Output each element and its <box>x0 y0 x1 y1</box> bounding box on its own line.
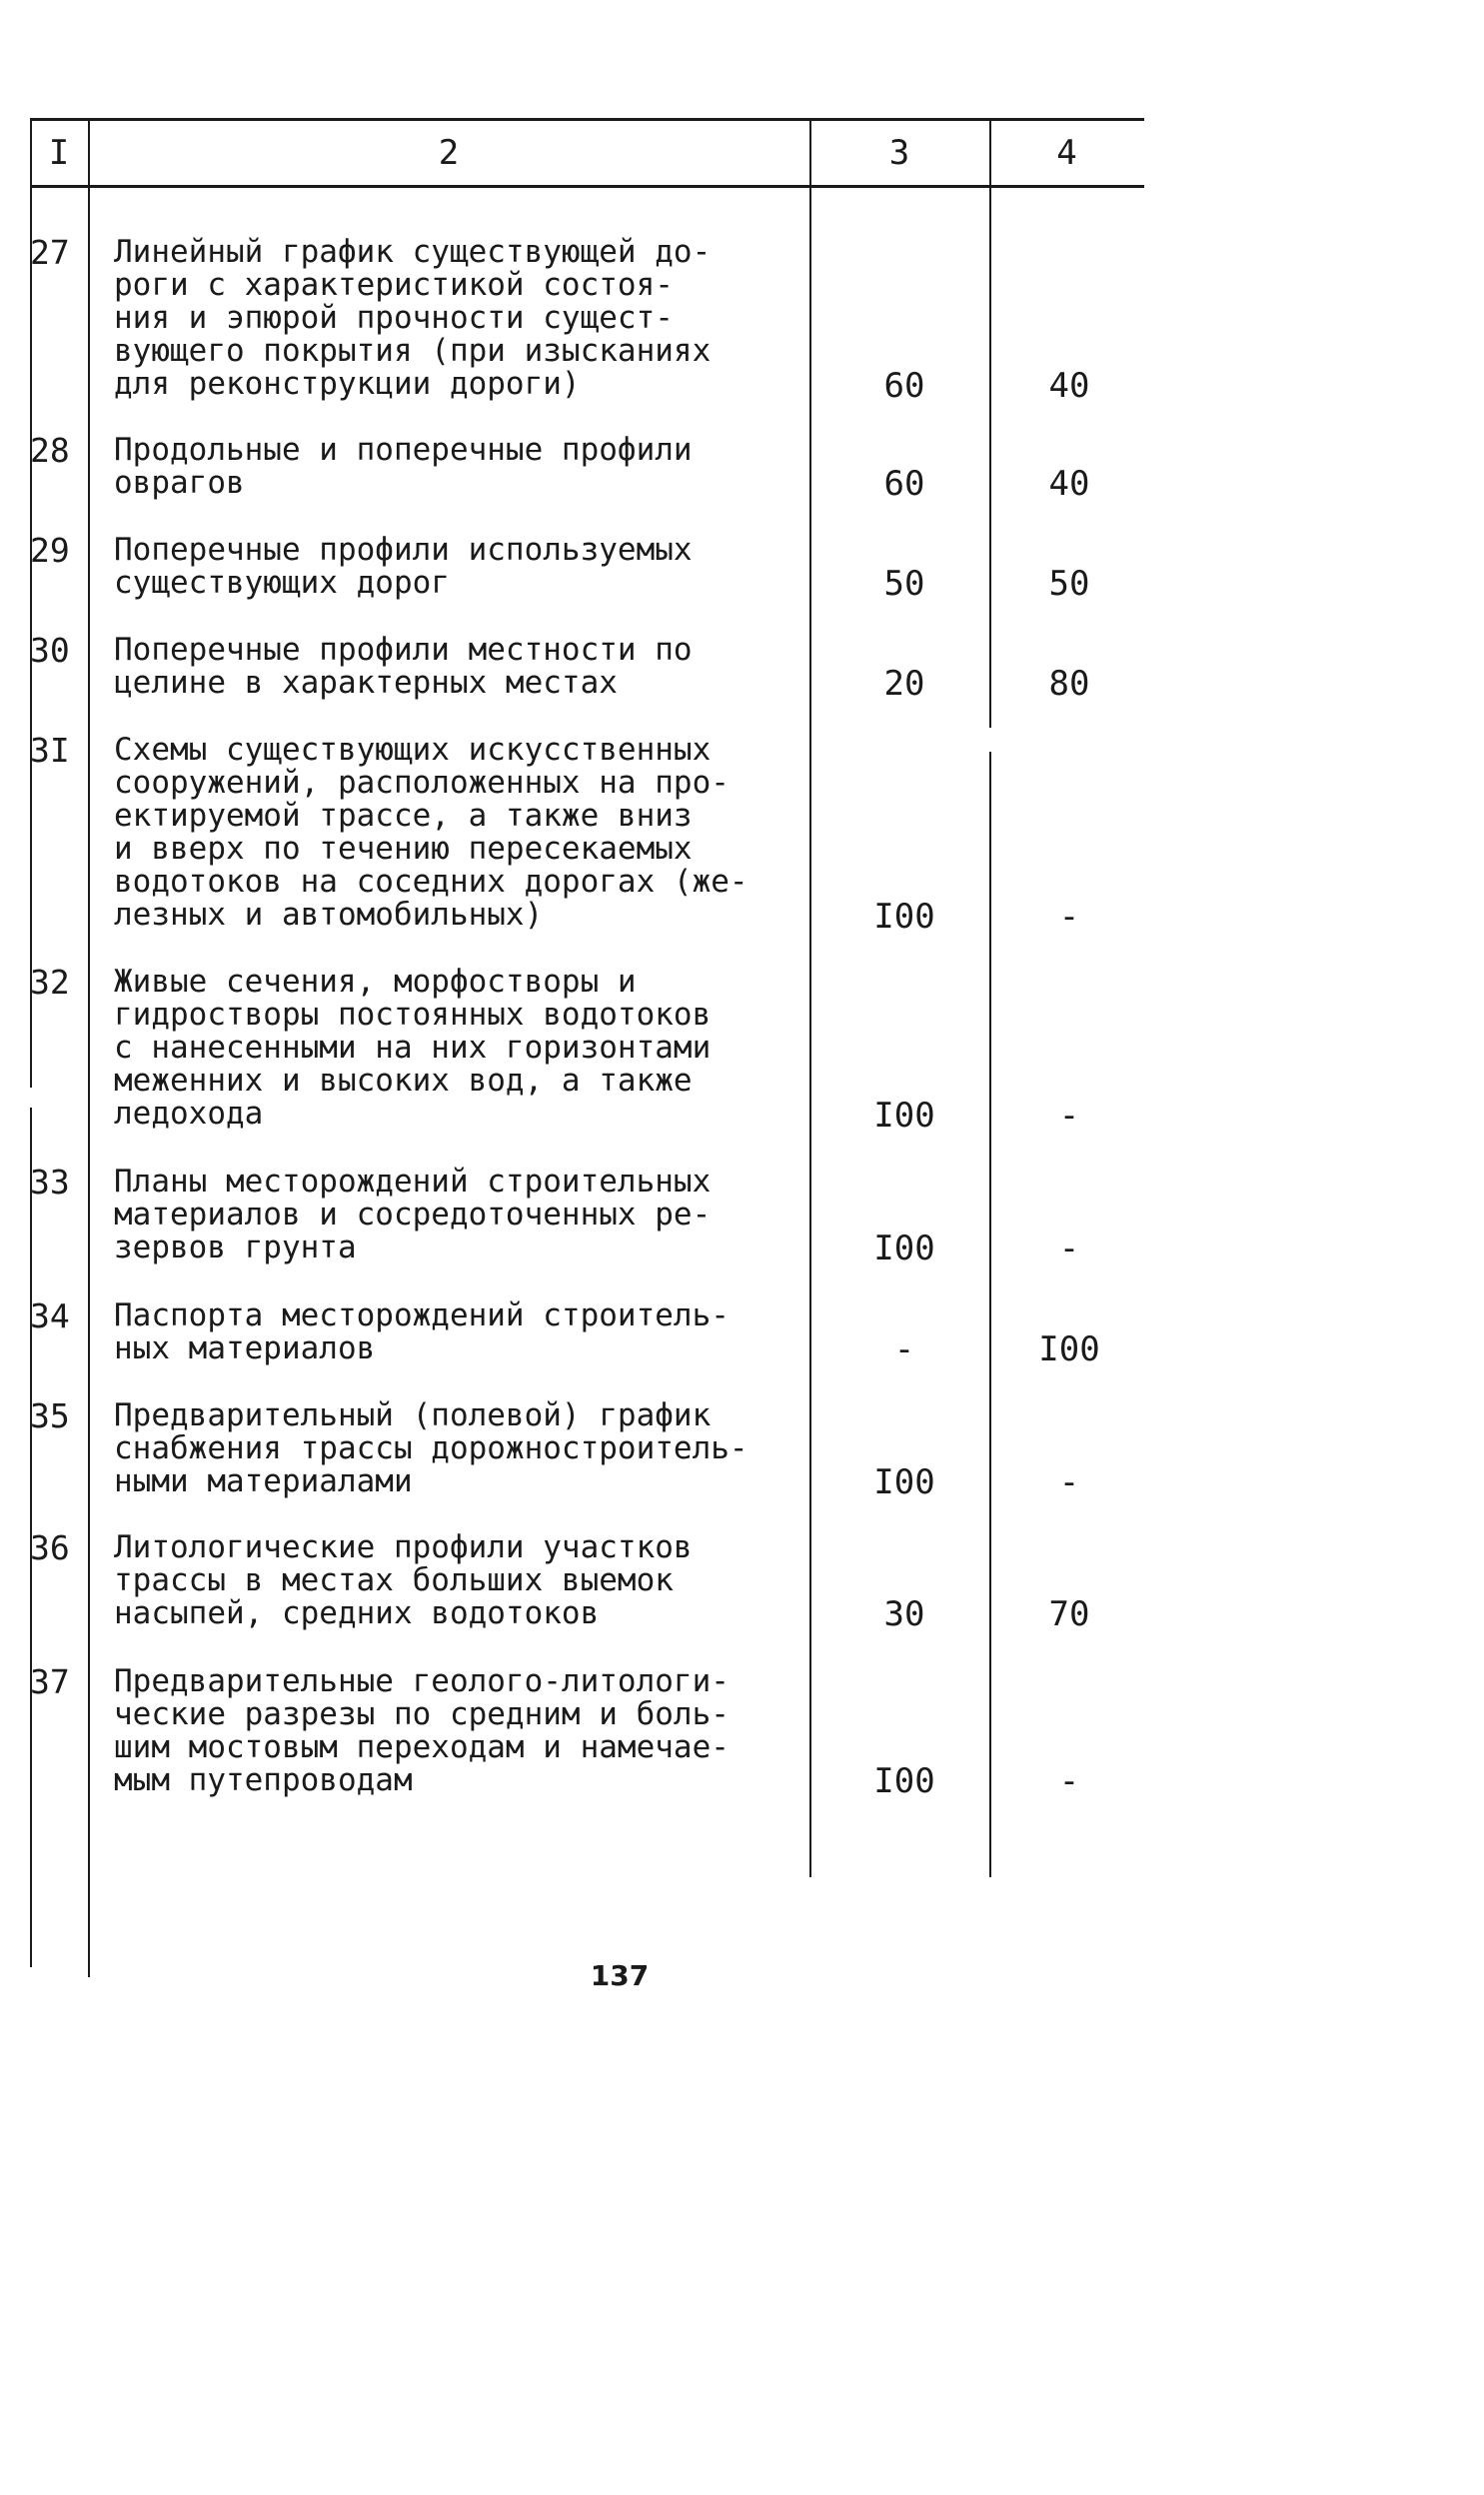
row-col-3: 60 <box>883 366 925 406</box>
row-number: 28 <box>30 431 70 470</box>
table-header <box>30 118 1144 188</box>
header-col-3: 3 <box>888 133 910 173</box>
row-number: 30 <box>30 631 70 670</box>
data-table <box>30 118 1144 1801</box>
column-divider-3-lower <box>989 752 991 1877</box>
header-col-4: 4 <box>1056 133 1077 173</box>
row-number: 29 <box>30 531 70 570</box>
row-col-3: I00 <box>873 1229 935 1268</box>
row-number: 32 <box>30 963 70 1002</box>
row-description: Схемы существующих искусственных сооружений, расположенных на про- ектируемой трассе, а также вниз и вверх по течению пересекаемых водотоков на соседних дорогах (же- лезных и автомобильных) <box>114 732 748 933</box>
row-col-4: 70 <box>1048 1594 1090 1634</box>
row-description: Продольные и поперечные профили оврагов <box>114 432 693 501</box>
row-description: Поперечные профили используемых существующих дорог <box>114 532 693 601</box>
row-col-3: 50 <box>883 564 925 604</box>
row-col-3: I00 <box>873 897 935 937</box>
row-description: Живые сечения, морфостворы и гидростворы постоянных водотоков с нанесенными на них горизонтами меженних и высоких вод, а также ледохода <box>114 964 712 1132</box>
row-col-3: I00 <box>873 1761 935 1801</box>
row-col-3: - <box>893 1329 915 1369</box>
row-col-3: I00 <box>873 1096 935 1136</box>
row-col-3: 20 <box>883 664 925 704</box>
row-number: 33 <box>30 1163 70 1202</box>
row-number: 37 <box>30 1662 70 1701</box>
row-col-4: - <box>1058 897 1080 937</box>
row-col-4: - <box>1058 1229 1080 1268</box>
row-col-4: I00 <box>1038 1329 1100 1369</box>
row-col-4: - <box>1058 1462 1080 1502</box>
row-description: Литологические профили участков трассы в местах больших выемок насыпей, средних водотоков <box>114 1529 693 1631</box>
row-number: 35 <box>30 1396 70 1435</box>
row-number: 34 <box>30 1296 70 1335</box>
row-description: Паспорта месторождений строитель- ных материалов <box>114 1297 730 1366</box>
row-col-4: 50 <box>1048 564 1090 604</box>
header-col-1: I <box>48 133 70 173</box>
row-number: 3I <box>30 731 70 770</box>
column-divider-1 <box>88 118 90 1977</box>
row-description: Предварительные геолого-литологи- ческие разрезы по средним и боль- шим мостовым переходам и намечае- мым путепроводам <box>114 1663 730 1798</box>
row-description: Линейный график существующей до- роги с характеристикой состоя- ния и эпюрой прочности сущест- вующего покрытия (при изысканиях для реконструкции дороги) <box>114 234 712 402</box>
row-number: 27 <box>30 233 70 272</box>
row-col-4: - <box>1058 1096 1080 1136</box>
row-col-4: 40 <box>1048 464 1090 504</box>
row-col-4: - <box>1058 1761 1080 1801</box>
page-number: 137 <box>590 1959 650 1992</box>
column-divider-3 <box>989 118 991 728</box>
row-col-3: 60 <box>883 464 925 504</box>
header-col-2: 2 <box>438 133 460 173</box>
row-col-4: 40 <box>1048 366 1090 406</box>
row-description: Планы месторождений строительных материалов и сосредоточенных ре- зервов грунта <box>114 1164 712 1265</box>
row-col-3: 30 <box>883 1594 925 1634</box>
column-divider-2 <box>809 118 811 1877</box>
row-description: Поперечные профили местности по целине в характерных местах <box>114 632 693 701</box>
row-number: 36 <box>30 1528 70 1567</box>
row-col-4: 80 <box>1048 664 1090 704</box>
row-description: Предварительный (полевой) график снабжения трассы дорожностроитель- ными материалами <box>114 1397 748 1499</box>
row-col-3: I00 <box>873 1462 935 1502</box>
